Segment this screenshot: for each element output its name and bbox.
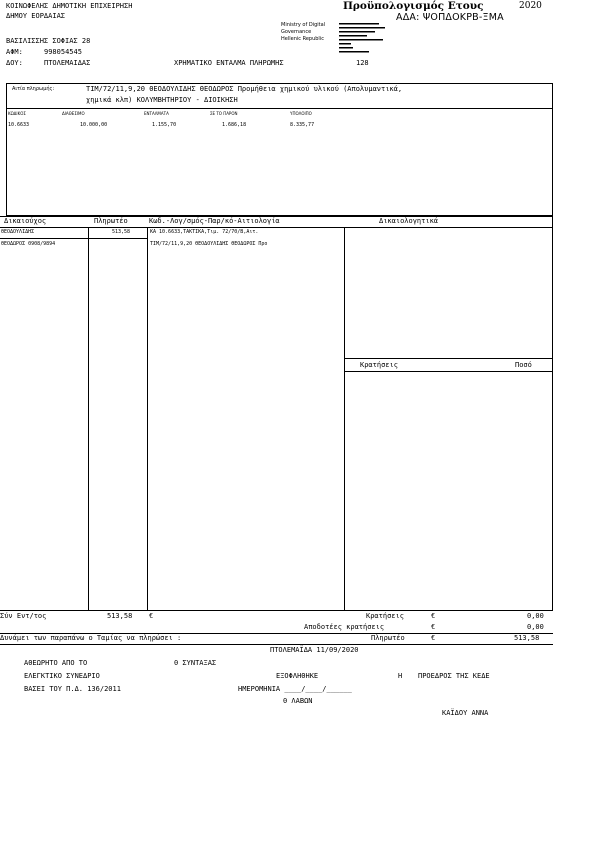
ministry-line: Governance	[281, 29, 312, 35]
table-right-edge	[552, 216, 553, 610]
deductions-top-line	[344, 358, 553, 359]
row2-beneficiary: ΘΕΟΔΩΡΟΣ 0908/9894	[1, 241, 56, 247]
col-divider-1	[88, 227, 89, 610]
org-line2: ΔΗΜΟΥ ΕΟΡΔΑΙΑΣ	[6, 12, 66, 20]
decree: ΒΑΣΕΙ ΤΟΥ Π.Δ. 136/2011	[24, 685, 121, 693]
withheld-label: Αποδοτέες κρατήσεις	[304, 623, 385, 631]
ministry-line: Hellenic Republic	[281, 36, 324, 42]
sum-currency: €	[149, 612, 154, 620]
authorize-bottom-line	[0, 644, 553, 645]
cause-label: Αιτία πληρωμής:	[12, 86, 55, 92]
cause-line2: χημικά κλπ) ΚΟΛΥΜΒΗΤΗΡΙΟΥ - ΔΙΟΙΚΗΣΗ	[86, 96, 238, 104]
col-value-orders: 1.155,70	[152, 122, 177, 128]
col-value-available: 10.000,00	[80, 122, 108, 128]
receiver-label: 0 ΛΑΒΩΝ	[283, 697, 313, 705]
org-line1: ΚΟΙΝΩΦΕΛΗΣ ΔΗΜΟΤΙΚΗ ΕΠΙΧΕΙΡΗΣΗ	[6, 2, 133, 10]
paid-label: ΕΞΟΦΛΗΘΗΚΕ	[276, 672, 319, 680]
cause-divider	[6, 108, 553, 109]
payable-label: Πληρωτέο	[371, 634, 405, 642]
amount-header: Ποσό	[515, 361, 532, 369]
place-date: ΠΤΟΛΕΜΑΪΔΑ 11/09/2020	[270, 646, 359, 654]
row1-beneficiary: ΘΕΟΔΟΥΛΙΔΗΣ	[1, 229, 35, 235]
col-value-code: 10.6633	[8, 122, 30, 128]
sum-value: 513,58	[107, 612, 133, 620]
doc-title: ΧΡΗΜΑΤΙΚΟ ΕΝΤΑΛΜΑ ΠΛΗΡΩΜΗΣ	[174, 59, 284, 67]
deductions-currency: €	[431, 612, 436, 620]
totals-top-line	[0, 610, 553, 611]
main-table-header-bottom	[0, 227, 553, 228]
col-value-remaining: 8.335,77	[290, 122, 315, 128]
header-documents: Δικαιολογητικά	[379, 217, 439, 225]
president-title: ΠΡΟΕΔΡΟΣ ΤΗΣ ΚΕΔΕ	[418, 672, 490, 680]
budget-title: Προϋπολογισμός Ετους	[343, 0, 484, 12]
col-value-current: 1.686,18	[222, 122, 247, 128]
authorize-text: Δυνάμει των παραπάνω ο Ταμίας να πληρώσει :	[0, 634, 182, 642]
row1-code: ΚΑ 10.6633,ΤΑΚΤΙΚΑ,Τιμ. 72/70/Β,Αιτ.	[150, 229, 259, 235]
row1-divider	[0, 238, 147, 239]
org-address: ΒΑΣΙΛΙΣΣΗΣ ΣΟΦΙΑΣ 28	[6, 37, 91, 45]
payable-currency: €	[431, 634, 436, 642]
date-line: ΗΜΕΡΟΜΗΝΙΑ ____/____/______	[238, 685, 352, 693]
payable-value: 513,58	[514, 634, 540, 642]
col-header-available: ΔΙΑΘΕΣΙΜΟ	[62, 111, 85, 116]
sum-label: Σύν Εντ/τος	[0, 612, 47, 620]
afm-label: ΑΦΜ:	[6, 48, 23, 56]
withheld-value: 0,00	[527, 623, 544, 631]
deductions-value: 0,00	[527, 612, 544, 620]
withheld-currency: €	[431, 623, 436, 631]
row1-payable: 513,58	[112, 229, 131, 235]
deductions-header: Κρατήσεις	[360, 361, 398, 369]
deductions-label: Κρατήσεις	[366, 612, 404, 620]
checked-line: ΑΘΕΩΡΗΤΟ ΑΠΟ ΤΟ	[24, 659, 88, 667]
doy-label: ΔΟΥ:	[6, 59, 23, 67]
doy-value: ΠΤΟΛΕΜΑΙΔΑΣ	[44, 59, 91, 67]
col-header-current: ΣΕ ΤΟ ΠΑΡΟΝ	[210, 111, 238, 116]
ada-code: ΑΔΑ: ΨΟΠΔΟΚΡΒ-ΞΜΑ	[396, 12, 504, 23]
president-article: Η	[398, 672, 403, 680]
col-divider-2	[147, 227, 148, 610]
col-header-remaining: ΥΠΟΛΟΙΠΟ	[290, 111, 312, 116]
cause-line1: ΤΙΜ/72/11,9,20 ΘΕΟΔΟΥΛΙΔΗΣ ΘΕΟΔΩΡΟΣ Προμήθεια χημικού υλικού (Απολυμαντικά,	[86, 85, 403, 93]
deductions-header-line	[344, 371, 553, 372]
ministry-stamp	[281, 22, 325, 43]
ministry-line: Ministry of Digital	[281, 22, 326, 28]
header-payable: Πληρωτέο	[94, 217, 128, 225]
header-beneficiary: Δικαιούχος	[4, 217, 47, 225]
col-divider-3	[344, 227, 345, 610]
col-header-code: ΚΩΔΙΚΟΣ	[8, 111, 26, 116]
signature-stamp	[339, 22, 395, 56]
afm-value: 998054545	[44, 48, 82, 56]
checked-num: 0 ΣΥΝΤΑΞΑΣ	[174, 659, 217, 667]
budget-year: 2020	[519, 1, 542, 11]
council: ΕΛΕΓΚΤΙΚΟ ΣΥΝΕΔΡΙΟ	[24, 672, 100, 680]
header-code: Κωδ.-Λογ/σμός-Παρ/κό-Αιτιολογία	[149, 217, 280, 225]
doc-number: 128	[356, 59, 369, 67]
col-header-orders: ΕΝΤΑΛΜΑΤΑ	[144, 111, 169, 116]
row2-code: ΤΙΜ/72/11,9,20 ΘΕΟΔΟΥΛΙΔΗΣ ΘΕΟΔΩΡΟΣ Προ	[150, 241, 268, 247]
signatory-name: ΚΑΪΔΟΥ ΑΝΝΑ	[442, 709, 489, 717]
